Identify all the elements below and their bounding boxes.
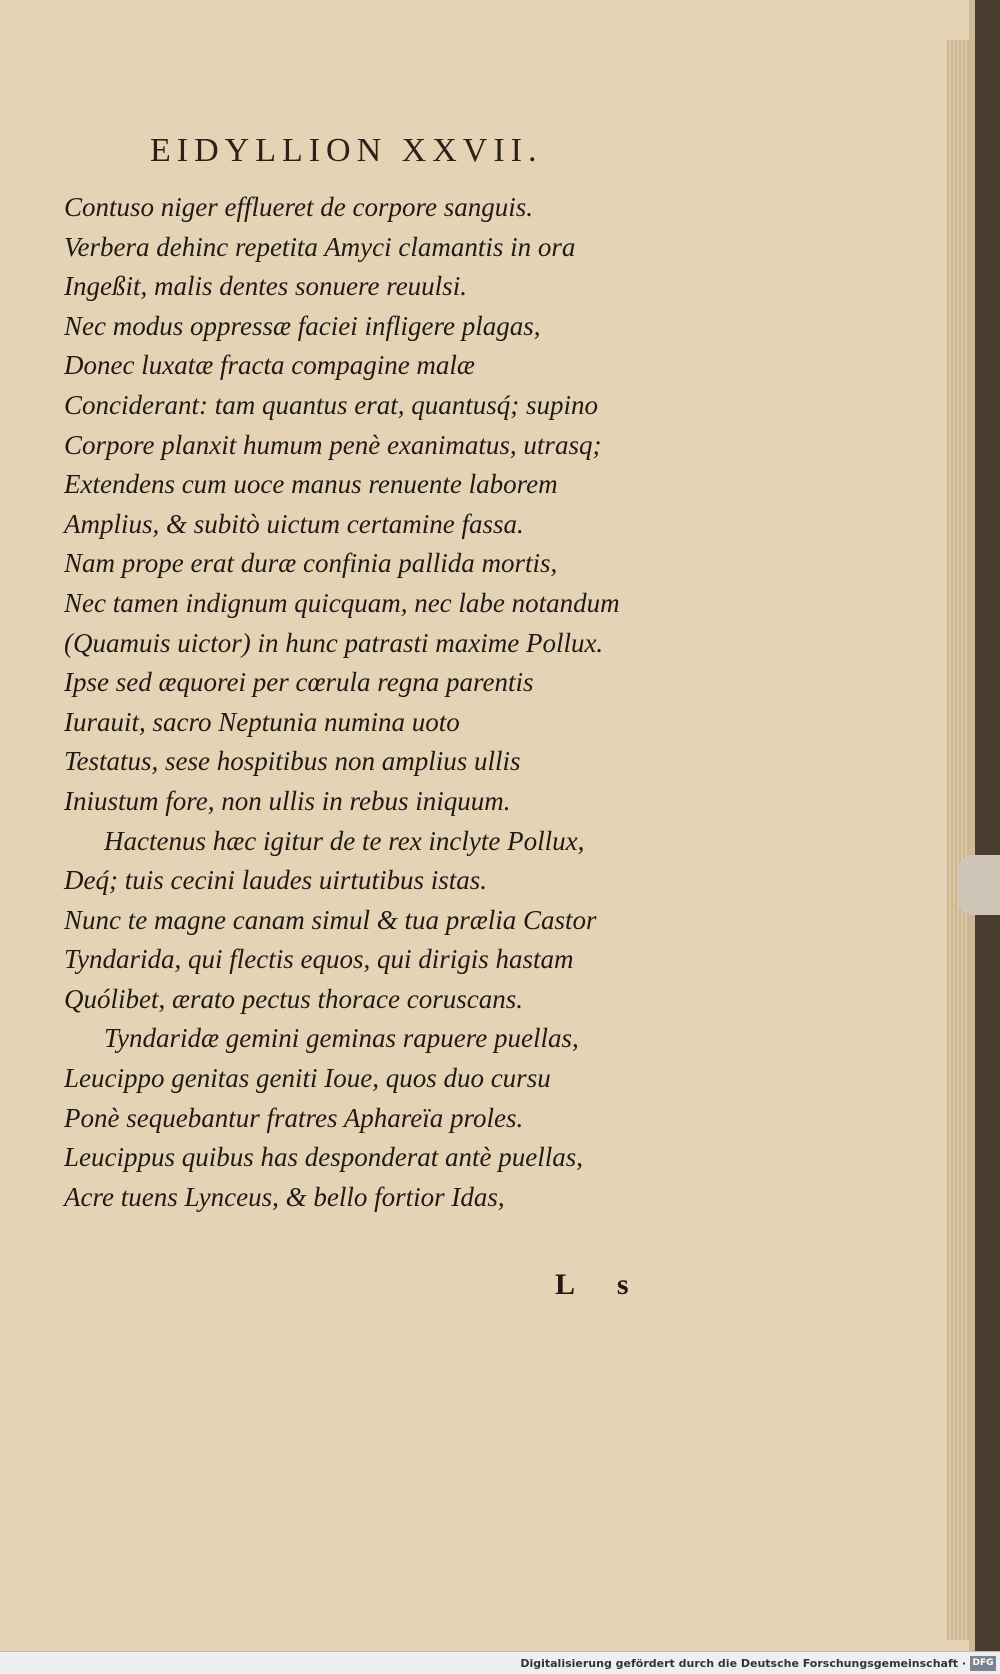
text-line: Corpore planxit humum penè exanimatus, utrasq; <box>64 429 602 460</box>
text-line: Leucippo genitas geniti Ioue, quos duo cursu <box>64 1063 551 1094</box>
text-line: (Quamuis uictor) in hunc patrasti maxime Pollux. <box>64 627 604 658</box>
text-line: Iniustum fore, non ullis in rebus iniquum. <box>64 785 511 816</box>
text-line: Leucippus quibus has desponderat antè puellas, <box>64 1142 583 1173</box>
text-line: Iurauit, sacro Neptunia numina uoto <box>64 706 460 737</box>
text-line: Ipse sed æquorei per cœrula regna parentis <box>64 667 534 698</box>
text-line: Amplius, & subitò uictum certamine fassa. <box>64 508 524 539</box>
text-line: Nam prope erat duræ confinia pallida mortis, <box>64 548 558 579</box>
text-line: Acre tuens Lynceus, & bello fortior Idas, <box>64 1181 505 1212</box>
text-line: Tyndarida, qui flectis equos, qui dirigis hastam <box>64 944 574 975</box>
footer-credit: Digitalisierung gefördert durch die Deutsche Forschungsgemeinschaft · <box>520 1657 966 1670</box>
poem-text <box>64 188 704 1217</box>
footer-bar <box>0 1651 1000 1674</box>
text-line: Hactenus hæc igitur de te rex inclyte Pollux, <box>104 825 585 856</box>
text-line: Nunc te magne canam simul & tua prælia Castor <box>64 904 597 935</box>
text-line: Nec modus oppressæ faciei infligere plagas, <box>64 310 541 341</box>
text-line: Ponè sequebantur fratres Aphareïa proles. <box>64 1102 524 1133</box>
page-heading: EIDYLLION XXVII. <box>150 132 543 169</box>
text-line: Ingeßit, malis dentes sonuere reuulsi. <box>64 271 467 302</box>
page-edge <box>947 40 969 1640</box>
text-line: Nec tamen indignum quicquam, nec labe notandum <box>64 587 620 618</box>
signature-mark: L s <box>555 1268 647 1301</box>
text-line: Tyndaridæ gemini geminas rapuere puellas, <box>104 1023 579 1054</box>
text-line: Conciderant: tam quantus erat, quantusq́; supino <box>64 389 598 420</box>
text-line: Quólibet, ærato pectus thorace coruscans. <box>64 983 523 1014</box>
dfg-logo: DFG <box>970 1656 996 1671</box>
text-line: Verbera dehinc repetita Amyci clamantis in ora <box>64 231 576 262</box>
text-line: Contuso niger efflueret de corpore sanguis. <box>64 192 533 222</box>
text-line: Extendens cum uoce manus renuente laborem <box>64 469 558 500</box>
page-clip <box>958 855 1000 915</box>
text-line: Deq́; tuis cecini laudes uirtutibus istas. <box>64 865 487 896</box>
text-line: Testatus, sese hospitibus non amplius ullis <box>64 746 521 777</box>
text-line: Donec luxatæ fracta compagine malæ <box>64 350 475 381</box>
